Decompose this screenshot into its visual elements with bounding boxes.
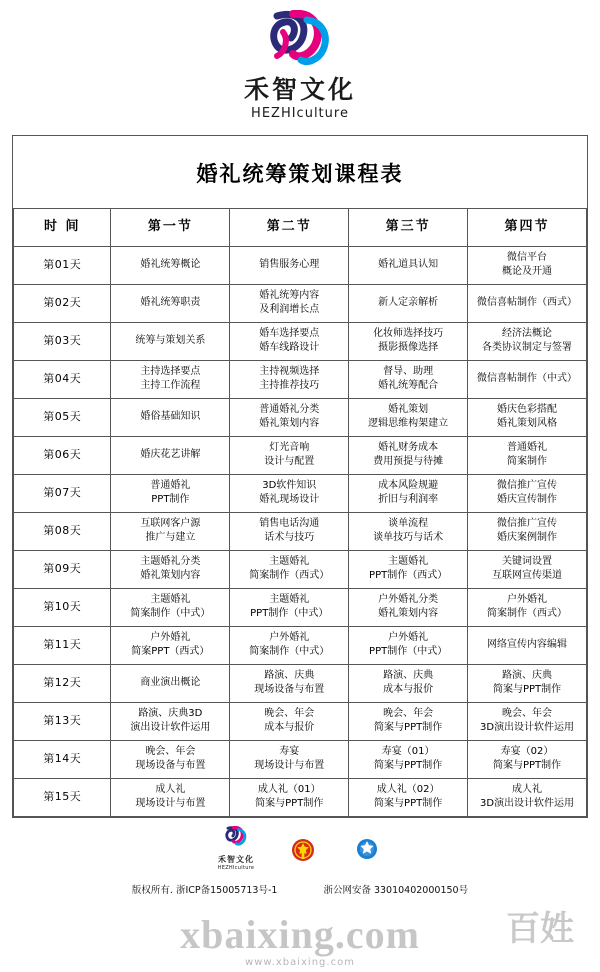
cell-line: 逻辑思维构架建立 bbox=[368, 418, 449, 430]
cell-line: 婚礼现场设计 bbox=[259, 494, 320, 506]
cell-line: 寿宴 bbox=[279, 745, 300, 757]
cell-line: 成本与报价 bbox=[383, 684, 434, 696]
cell-line: 成本与报价 bbox=[264, 722, 315, 734]
cell-line: 婚礼策划内容 bbox=[378, 608, 439, 620]
police-emblem-icon bbox=[288, 835, 318, 868]
cell-line: 寿宴（02） bbox=[500, 745, 554, 757]
cell-line: 演出设计软件运用 bbox=[130, 722, 211, 734]
cell-period-4 bbox=[468, 246, 587, 284]
cell-line: 普通婚礼 bbox=[150, 479, 191, 491]
cell-period-4 bbox=[468, 588, 587, 626]
cell-period-1 bbox=[111, 398, 230, 436]
cell-period-1 bbox=[111, 360, 230, 398]
cell-period-3 bbox=[349, 588, 468, 626]
table-row bbox=[14, 588, 587, 626]
cell-period-1 bbox=[111, 246, 230, 284]
cell-line: 简案制作（中式） bbox=[130, 608, 211, 620]
cell-line: 关键词设置 bbox=[502, 555, 553, 567]
cell-period-3 bbox=[349, 512, 468, 550]
cell-line: 晚会、年会 bbox=[502, 707, 553, 719]
cell-line: PPT制作（中式） bbox=[250, 608, 329, 620]
cell-line: 成人礼 bbox=[512, 783, 543, 795]
cell-line: 婚礼道具认知 bbox=[378, 259, 439, 270]
page-header bbox=[0, 0, 600, 121]
table-header-row bbox=[14, 208, 587, 246]
cell-period-3 bbox=[349, 550, 468, 588]
table-row bbox=[14, 398, 587, 436]
cell-line: 主题婚礼 bbox=[269, 593, 310, 605]
cell-day: 第11天 bbox=[14, 626, 111, 664]
cell-period-1 bbox=[111, 284, 230, 322]
cell-line: 婚礼财务成本 bbox=[378, 441, 439, 453]
cell-line: 3D软件知识 bbox=[262, 479, 317, 491]
cell-period-2 bbox=[230, 474, 349, 512]
table-row bbox=[14, 626, 587, 664]
cell-period-3 bbox=[349, 246, 468, 284]
cell-line: PPT制作（西式） bbox=[369, 570, 448, 582]
cell-line: 微信喜帖制作（西式） bbox=[477, 297, 578, 308]
cell-line: 路演、庆典 bbox=[383, 669, 434, 681]
cell-line: 网络宣传内容编辑 bbox=[487, 639, 568, 650]
cell-line: 成人礼 bbox=[155, 783, 186, 795]
table-row bbox=[14, 740, 587, 778]
cell-period-4 bbox=[468, 664, 587, 702]
cell-line: 互联网客户源 bbox=[140, 517, 201, 529]
cell-period-3 bbox=[349, 740, 468, 778]
cell-day: 第09天 bbox=[14, 550, 111, 588]
cell-line: 婚礼统筹配合 bbox=[378, 380, 439, 392]
cell-day: 第15天 bbox=[14, 778, 111, 816]
cell-line: 简案与PPT制作 bbox=[374, 722, 443, 734]
cell-line: 主题婚礼 bbox=[388, 555, 429, 567]
cell-period-2 bbox=[230, 398, 349, 436]
cell-line: 微信平台 bbox=[507, 251, 548, 263]
cell-line: 成人礼（01） bbox=[257, 783, 321, 795]
cell-period-1 bbox=[111, 626, 230, 664]
cell-line: 经济法概论 bbox=[502, 327, 553, 339]
cell-period-1 bbox=[111, 322, 230, 360]
cell-line: 路演、庆典3D bbox=[138, 707, 203, 719]
footer-police-badge bbox=[288, 835, 318, 871]
cell-line: 简案与PPT制作 bbox=[374, 798, 443, 810]
cell-period-1 bbox=[111, 474, 230, 512]
cell-day: 第07天 bbox=[14, 474, 111, 512]
column-header-period-2: 第二节 bbox=[230, 208, 349, 246]
table-row bbox=[14, 474, 587, 512]
cell-line: 晚会、年会 bbox=[383, 707, 434, 719]
cell-period-2 bbox=[230, 246, 349, 284]
cell-line: 各类协议制定与签署 bbox=[482, 342, 573, 354]
cell-line: 微信推广宣传 bbox=[497, 479, 558, 491]
cell-period-4 bbox=[468, 702, 587, 740]
police-record-text: 浙公网安备 33010402000150号 bbox=[323, 884, 469, 896]
cell-line: 话术与技巧 bbox=[264, 532, 315, 544]
table-row bbox=[14, 512, 587, 550]
cell-period-2 bbox=[230, 436, 349, 474]
cell-line: 婚庆案例制作 bbox=[497, 532, 558, 544]
cell-line: 寿宴（01） bbox=[381, 745, 435, 757]
cell-period-1 bbox=[111, 664, 230, 702]
table-row bbox=[14, 664, 587, 702]
cell-line: 主题婚礼 bbox=[269, 555, 310, 567]
cell-period-4 bbox=[468, 626, 587, 664]
cell-period-4 bbox=[468, 550, 587, 588]
cell-line: 简案与PPT制作 bbox=[374, 760, 443, 772]
cell-line: 简案与PPT制作 bbox=[492, 760, 562, 772]
cell-line: 及利润增长点 bbox=[259, 304, 320, 316]
cell-period-3 bbox=[349, 322, 468, 360]
cell-period-2 bbox=[230, 664, 349, 702]
cell-period-1 bbox=[111, 588, 230, 626]
cell-line: 销售服务心理 bbox=[259, 259, 320, 270]
cell-line: 婚礼策划内容 bbox=[140, 570, 201, 582]
cell-day: 第06天 bbox=[14, 436, 111, 474]
cell-day: 第05天 bbox=[14, 398, 111, 436]
cell-day: 第13天 bbox=[14, 702, 111, 740]
cell-day: 第04天 bbox=[14, 360, 111, 398]
cell-line: 主题婚礼 bbox=[150, 593, 191, 605]
cell-period-3 bbox=[349, 436, 468, 474]
cell-line: 婚庆色彩搭配 bbox=[497, 403, 558, 415]
cell-line: 婚车线路设计 bbox=[259, 342, 320, 354]
cell-period-3 bbox=[349, 702, 468, 740]
cell-line: 简案与PPT制作 bbox=[492, 684, 562, 696]
cell-line: 婚庆宣传制作 bbox=[497, 494, 558, 506]
cell-line: 简案制作（中式） bbox=[249, 646, 330, 658]
cell-period-1 bbox=[111, 702, 230, 740]
cell-line: 成人礼（02） bbox=[376, 783, 440, 795]
table-row bbox=[14, 322, 587, 360]
cell-day: 第14天 bbox=[14, 740, 111, 778]
cell-day: 第08天 bbox=[14, 512, 111, 550]
cell-line: 简案PPT（西式） bbox=[131, 646, 210, 658]
cell-day: 第10天 bbox=[14, 588, 111, 626]
cell-line: PPT制作 bbox=[151, 494, 190, 506]
cell-line: 设计与配置 bbox=[264, 456, 315, 468]
footer-brand-en: HEZHIculture bbox=[217, 864, 255, 871]
column-header-period-1: 第一节 bbox=[111, 208, 230, 246]
cell-day: 第03天 bbox=[14, 322, 111, 360]
table-row bbox=[14, 702, 587, 740]
cell-period-2 bbox=[230, 702, 349, 740]
cell-period-4 bbox=[468, 284, 587, 322]
cell-line: 互联网宣传渠道 bbox=[492, 570, 563, 582]
cell-line: 晚会、年会 bbox=[145, 745, 196, 757]
cell-period-2 bbox=[230, 778, 349, 816]
cell-line: 普通婚礼 bbox=[507, 441, 548, 453]
cell-line: 户外婚礼 bbox=[388, 631, 429, 643]
cell-line: 户外婚礼分类 bbox=[378, 593, 439, 605]
page-footer bbox=[0, 826, 600, 896]
course-schedule-table bbox=[13, 208, 587, 817]
cell-line: 主持选择要点 bbox=[140, 365, 201, 377]
cell-line: 推广与建立 bbox=[145, 532, 196, 544]
cell-line: 现场设计与布置 bbox=[135, 798, 206, 810]
cell-line: 简案制作 bbox=[507, 456, 548, 468]
cell-period-3 bbox=[349, 626, 468, 664]
table-row bbox=[14, 550, 587, 588]
cell-line: 婚庆花艺讲解 bbox=[140, 449, 201, 460]
footer-copyright-row bbox=[0, 882, 600, 896]
cell-period-3 bbox=[349, 284, 468, 322]
cell-period-2 bbox=[230, 322, 349, 360]
cell-line: 现场设备与布置 bbox=[135, 760, 206, 772]
hezhi-swirl-logo-icon bbox=[263, 10, 337, 72]
cell-line: 晚会、年会 bbox=[264, 707, 315, 719]
table-row bbox=[14, 360, 587, 398]
cell-line: 普通婚礼分类 bbox=[259, 403, 320, 415]
cell-period-2 bbox=[230, 740, 349, 778]
cell-period-4 bbox=[468, 322, 587, 360]
cell-period-3 bbox=[349, 398, 468, 436]
cell-line: 简案与PPT制作 bbox=[255, 798, 324, 810]
cell-line: PPT制作（中式） bbox=[369, 646, 448, 658]
cell-line: 微信喜帖制作（中式） bbox=[477, 373, 578, 384]
cell-line: 婚车选择要点 bbox=[259, 327, 320, 339]
cell-period-2 bbox=[230, 512, 349, 550]
cell-line: 路演、庆典 bbox=[502, 669, 553, 681]
cell-period-4 bbox=[468, 512, 587, 550]
cell-line: 灯光音响 bbox=[269, 441, 310, 453]
cell-line: 婚俗基础知识 bbox=[140, 411, 201, 422]
cell-period-1 bbox=[111, 512, 230, 550]
footer-brand-cn: 禾智文化 bbox=[217, 854, 254, 864]
course-table-container bbox=[12, 135, 588, 818]
cell-period-2 bbox=[230, 550, 349, 588]
cell-line: 商业演出概论 bbox=[140, 677, 201, 688]
column-header-time: 时 间 bbox=[14, 208, 111, 246]
watermark-cn-text: 百姓 bbox=[506, 909, 574, 949]
cell-line: 婚礼策划内容 bbox=[259, 418, 320, 430]
cell-period-2 bbox=[230, 626, 349, 664]
cell-line: 婚礼统筹职责 bbox=[140, 297, 201, 308]
cell-line: 婚礼统筹内容 bbox=[259, 289, 320, 301]
watermark-main-text: xbaixing.com bbox=[180, 912, 420, 957]
cell-line: 简案制作（西式） bbox=[487, 608, 568, 620]
table-row bbox=[14, 778, 587, 816]
cell-period-4 bbox=[468, 398, 587, 436]
cell-line: 路演、庆典 bbox=[264, 669, 315, 681]
cell-period-1 bbox=[111, 550, 230, 588]
cell-line: 主题婚礼分类 bbox=[140, 555, 201, 567]
cell-period-3 bbox=[349, 664, 468, 702]
footer-brand-badge bbox=[218, 826, 255, 871]
cell-line: 销售电话沟通 bbox=[259, 517, 320, 529]
column-header-period-4: 第四节 bbox=[468, 208, 587, 246]
cell-line: 督导、助理 bbox=[383, 365, 434, 377]
cell-period-2 bbox=[230, 284, 349, 322]
cell-period-4 bbox=[468, 360, 587, 398]
table-row bbox=[14, 284, 587, 322]
cell-period-4 bbox=[468, 474, 587, 512]
watermark-sub-text: www.xbaixing.com bbox=[245, 957, 355, 968]
cell-line: 户外婚礼 bbox=[507, 593, 548, 605]
brand-name-cn: 禾智文化 bbox=[243, 75, 356, 104]
cell-line: 婚礼策划风格 bbox=[497, 418, 558, 430]
cell-period-4 bbox=[468, 740, 587, 778]
cell-period-4 bbox=[468, 436, 587, 474]
cell-line: 现场设计与布置 bbox=[254, 760, 325, 772]
cell-line: 主持推荐技巧 bbox=[259, 380, 320, 392]
cell-day: 第12天 bbox=[14, 664, 111, 702]
cell-line: 婚礼统筹概论 bbox=[140, 259, 201, 270]
cell-period-4 bbox=[468, 778, 587, 816]
cell-line: 摄影摄像选择 bbox=[378, 342, 439, 354]
cell-period-2 bbox=[230, 588, 349, 626]
cell-line: 户外婚礼 bbox=[269, 631, 310, 643]
table-row bbox=[14, 246, 587, 284]
cell-line: 主持工作流程 bbox=[140, 380, 201, 392]
brand-name-en: HEZHIculture bbox=[251, 105, 349, 121]
cell-line: 折旧与利润率 bbox=[378, 494, 439, 506]
hezhi-swirl-logo-icon bbox=[223, 826, 249, 851]
cell-line: 费用预提与待摊 bbox=[373, 456, 444, 468]
cell-period-3 bbox=[349, 360, 468, 398]
cell-period-2 bbox=[230, 360, 349, 398]
copyright-text: 版权所有. 浙ICP备15005713号-1 bbox=[131, 884, 278, 896]
credibility-seal-icon bbox=[352, 835, 382, 868]
cell-period-1 bbox=[111, 778, 230, 816]
cell-day: 第01天 bbox=[14, 246, 111, 284]
cell-line: 统筹与策划关系 bbox=[135, 335, 206, 346]
cell-line: 微信推广宣传 bbox=[497, 517, 558, 529]
cell-period-3 bbox=[349, 778, 468, 816]
cell-line: 概论及开通 bbox=[502, 266, 553, 278]
cell-line: 婚礼策划 bbox=[388, 403, 429, 415]
cell-line: 成本风险规避 bbox=[378, 479, 439, 491]
cell-period-1 bbox=[111, 740, 230, 778]
cell-line: 新人定亲解析 bbox=[378, 297, 439, 308]
cell-period-1 bbox=[111, 436, 230, 474]
cell-line: 3D演出设计软件运用 bbox=[480, 722, 575, 734]
footer-credibility-badge bbox=[352, 835, 382, 871]
cell-line: 化妆师选择技巧 bbox=[373, 327, 444, 339]
column-header-period-3: 第三节 bbox=[349, 208, 468, 246]
cell-day: 第02天 bbox=[14, 284, 111, 322]
cell-line: 3D演出设计软件运用 bbox=[480, 798, 575, 810]
cell-line: 主持视频选择 bbox=[259, 365, 320, 377]
cell-line: 谈单流程 bbox=[388, 517, 429, 529]
cell-line: 户外婚礼 bbox=[150, 631, 191, 643]
cell-line: 现场设备与布置 bbox=[254, 684, 325, 696]
cell-line: 谈单技巧与话术 bbox=[373, 532, 444, 544]
cell-period-3 bbox=[349, 474, 468, 512]
cell-line: 简案制作（西式） bbox=[249, 570, 330, 582]
page-title: 婚礼统筹策划课程表 bbox=[196, 161, 404, 186]
table-row bbox=[14, 436, 587, 474]
